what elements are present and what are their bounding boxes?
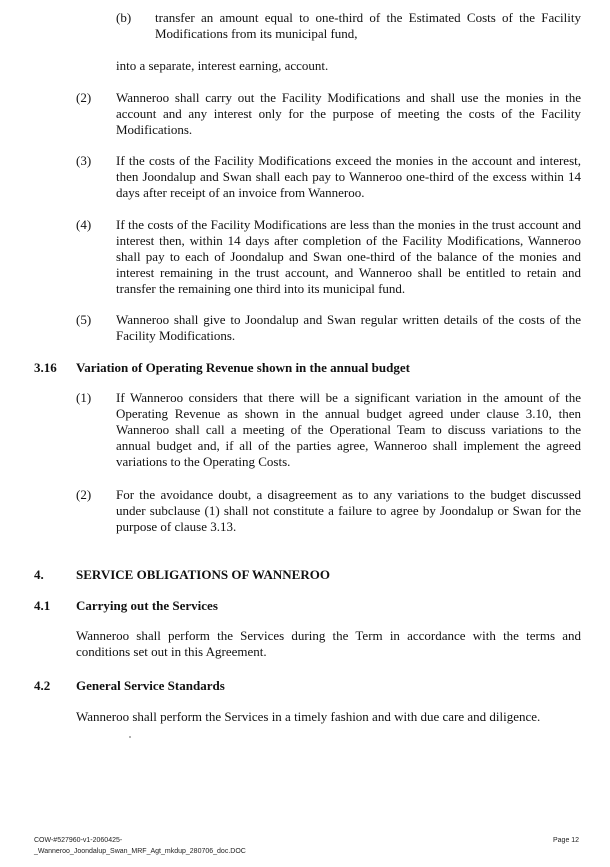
clause-item-label: (5) — [76, 312, 92, 327]
footer-page-number: Page 12 — [553, 837, 580, 844]
clause-item-label: (4) — [76, 217, 92, 232]
clause-item-label: (2) — [76, 487, 92, 502]
footer-doc-ref-line1: COW-#527960-v1-2060425- — [34, 837, 123, 844]
clause-item-label: (2) — [76, 90, 92, 105]
subclause-b-label: (b) — [116, 10, 132, 25]
clause-item-text: For the avoidance doubt, a disagreement as to any variations to the budget discussed under subclause (1) shall not constitute a failure to agree by Joondalup or Swan for the purpose of clause 3.13. — [116, 487, 581, 534]
clause-item-label: (1) — [76, 390, 92, 405]
clause-item-text: If the costs of the Facility Modifications exceed the monies in the account and interest, then Joondalup and Swan shall each pay to Wanneroo one-third of the excess within 14 days after receipt of an invoice from Wanneroo. — [116, 153, 581, 200]
scan-speck — [129, 736, 131, 738]
clause-item-text: If Wanneroo considers that there will be a significant variation in the amount of the Operating Revenue as shown in the annual budget agreed under clause 3.10, then Wanneroo shall call a meeting of the Operational Team to discuss variations to the annual budget and, if all of the parties agree, Wanneroo shall implement the agreed variations to the Operating Costs. — [116, 390, 581, 469]
section-text: Wanneroo shall perform the Services during the Term in accordance with the terms and conditions set out in this Agreement. — [76, 628, 581, 659]
section-title: Carrying out the Services — [76, 598, 218, 613]
section-number: 4.1 — [34, 598, 51, 613]
section-number: 3.16 — [34, 360, 57, 375]
section-title: General Service Standards — [76, 678, 225, 693]
footer-doc-ref-line2: _Wanneroo_Joondalup_Swan_MRF_Agt_mkdup_280706_doc.DOC — [34, 848, 246, 855]
clause-item-label: (3) — [76, 153, 92, 168]
clause-item-text: Wanneroo shall carry out the Facility Modifications and shall use the monies in the account and any interest only for the purpose of meeting the costs of the Facility Modifications. — [116, 90, 581, 137]
clause-item-text: If the costs of the Facility Modifications are less than the monies in the trust account and interest then, within 14 days after completion of the Facility Modifications, Wanneroo shall pay to each of Joondalup and Swan one-third of the balance of the monies and interest remaining in the trust account, and Wanneroo shall be entitled to retain and transfer the remaining one third into its municipal fund. — [116, 217, 581, 296]
section-title: Variation of Operating Revenue shown in the annual budget — [76, 360, 410, 375]
section-number: 4.2 — [34, 678, 51, 693]
clause-item-text: Wanneroo shall give to Joondalup and Swan regular written details of the costs of the Facility Modifications. — [116, 312, 581, 343]
subclause-b-text: transfer an amount equal to one-third of the Estimated Costs of the Facility Modifications from its municipal fund, — [155, 10, 581, 41]
section-text: Wanneroo shall perform the Services in a timely fashion and with due care and diligence. — [76, 709, 541, 724]
section-title: SERVICE OBLIGATIONS OF WANNEROO — [76, 567, 330, 582]
section-number: 4. — [34, 567, 44, 582]
into-account-text: into a separate, interest earning, account. — [116, 58, 329, 73]
